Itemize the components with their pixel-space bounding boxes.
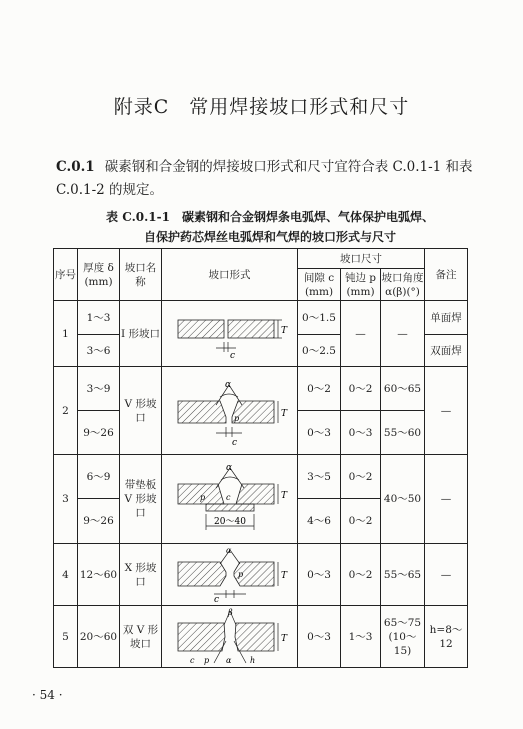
header-root-face: 钝边 p (mm) bbox=[341, 269, 381, 301]
label-c: c bbox=[231, 437, 237, 448]
row2-gap-a: 0～2 bbox=[298, 367, 341, 411]
row3-seq: 3 bbox=[54, 455, 78, 544]
row1-thickness-b: 3～6 bbox=[78, 335, 120, 367]
row2-thickness-a: 3～9 bbox=[78, 367, 120, 411]
table-caption-line1: 表 C.0.1-1 碳素钢和合金钢焊条电弧焊、气体保护电弧焊、 bbox=[106, 210, 434, 224]
label-T: T bbox=[280, 408, 287, 419]
label-T: T bbox=[280, 491, 287, 501]
clause-text: 碳素钢和合金钢的焊接坡口形式和尺寸宜符合表 C.0.1-1 和表 C.0.1-2 的规定。 bbox=[56, 159, 473, 198]
row2-root-face-b: 0～3 bbox=[341, 411, 381, 455]
label-p: p bbox=[199, 493, 205, 502]
row1-name: I 形坡口 bbox=[120, 301, 162, 367]
row1-diagram bbox=[162, 301, 298, 367]
row5-gap: 0～3 bbox=[298, 606, 341, 668]
label-h: h bbox=[249, 655, 255, 665]
row4-name: X 形坡口 bbox=[120, 544, 162, 606]
row3-gap-a: 3～5 bbox=[298, 455, 341, 499]
row1-root-face: — bbox=[341, 301, 381, 367]
row4-thickness: 12～60 bbox=[78, 544, 120, 606]
page-number: · 54 · bbox=[32, 688, 63, 702]
row2-name: V 形坡口 bbox=[120, 367, 162, 455]
row1-gap-b: 0～2.5 bbox=[298, 335, 341, 367]
header-seq: 序号 bbox=[54, 249, 78, 301]
row5-thickness: 20～60 bbox=[78, 606, 120, 668]
label-T: T bbox=[280, 570, 287, 581]
table-caption-line2: 自保护药芯焊丝电弧焊和气焊的坡口形式与尺寸 bbox=[143, 230, 396, 244]
label-alpha: α bbox=[224, 379, 231, 390]
row4-root-face: 0～2 bbox=[341, 544, 381, 606]
header-remarks: 备注 bbox=[425, 249, 468, 301]
row3-diagram bbox=[162, 455, 298, 544]
row1-angle: — bbox=[381, 301, 425, 367]
backing-v-groove-diagram bbox=[170, 456, 290, 542]
label-T: T bbox=[280, 325, 287, 336]
row3-gap-b: 4～6 bbox=[298, 499, 341, 544]
row3-root-face-a: 0～2 bbox=[341, 455, 381, 499]
groove-table bbox=[53, 248, 468, 668]
clause-paragraph bbox=[56, 156, 486, 202]
row1-seq: 1 bbox=[54, 301, 78, 367]
row1-remark-a: 单面焊 bbox=[425, 301, 468, 335]
row2-thickness-b: 9～26 bbox=[78, 411, 120, 455]
label-p: p bbox=[203, 655, 209, 665]
row2-diagram bbox=[162, 367, 298, 455]
row4-gap: 0～3 bbox=[298, 544, 341, 606]
label-p: p bbox=[237, 569, 243, 579]
double-v-groove-diagram bbox=[170, 607, 290, 667]
row5-diagram bbox=[162, 606, 298, 668]
header-groove-form: 坡口形式 bbox=[162, 249, 298, 301]
row4-diagram bbox=[162, 544, 298, 606]
row3-thickness-b: 9～26 bbox=[78, 499, 120, 544]
row1-remark-b: 双面焊 bbox=[425, 335, 468, 367]
label-alpha: α bbox=[225, 463, 232, 473]
label-beta: β bbox=[227, 607, 233, 617]
label-T: T bbox=[280, 633, 287, 644]
header-groove-name: 坡口名称 bbox=[120, 249, 162, 301]
row3-angle: 40～50 bbox=[381, 455, 425, 544]
row2-angle-b: 55～60 bbox=[381, 411, 425, 455]
row3-name: 带垫板 V 形坡口 bbox=[120, 455, 162, 544]
appendix-title: 附录C 常用焊接坡口形式和尺寸 bbox=[113, 96, 410, 118]
label-c: c bbox=[229, 350, 235, 361]
row3-root-face-b: 0～2 bbox=[341, 499, 381, 544]
label-p: p bbox=[233, 413, 239, 423]
row5-root-face: 1～3 bbox=[341, 606, 381, 668]
row4-angle: 55～65 bbox=[381, 544, 425, 606]
row2-root-face-a: 0～2 bbox=[341, 367, 381, 411]
label-backing-width: 20～40 bbox=[213, 517, 246, 527]
row2-gap-b: 0～3 bbox=[298, 411, 341, 455]
label-alpha: α bbox=[225, 545, 231, 555]
header-groove-size: 坡口尺寸 bbox=[298, 249, 425, 269]
row2-remark: — bbox=[425, 367, 468, 455]
row5-remark: h=8～12 bbox=[425, 606, 468, 668]
header-angle: 坡口角度 α(β)(°) bbox=[381, 269, 425, 301]
header-thickness: 厚度 δ (mm) bbox=[78, 249, 120, 301]
row1-thickness-a: 1～3 bbox=[78, 301, 120, 335]
row5-seq: 5 bbox=[54, 606, 78, 668]
row2-seq: 2 bbox=[54, 367, 78, 455]
row3-thickness-a: 6～9 bbox=[78, 455, 120, 499]
row5-angle: 65～75 (10～15) bbox=[381, 606, 425, 668]
row5-name: 双 V 形坡口 bbox=[120, 606, 162, 668]
row3-remark: — bbox=[425, 455, 468, 544]
row1-gap-a: 0～1.5 bbox=[298, 301, 341, 335]
label-c: c bbox=[225, 493, 230, 502]
v-groove-diagram bbox=[170, 371, 290, 451]
header-gap: 间隙 c (mm) bbox=[298, 269, 341, 301]
row2-angle-a: 60～65 bbox=[381, 367, 425, 411]
row4-remark: — bbox=[425, 544, 468, 606]
x-groove-diagram bbox=[170, 546, 290, 604]
clause-number: C.0.1 bbox=[56, 159, 95, 175]
label-alpha: α bbox=[225, 655, 231, 665]
i-groove-diagram bbox=[170, 306, 290, 362]
label-c: c bbox=[213, 594, 219, 604]
row4-seq: 4 bbox=[54, 544, 78, 606]
label-c: c bbox=[189, 655, 194, 665]
